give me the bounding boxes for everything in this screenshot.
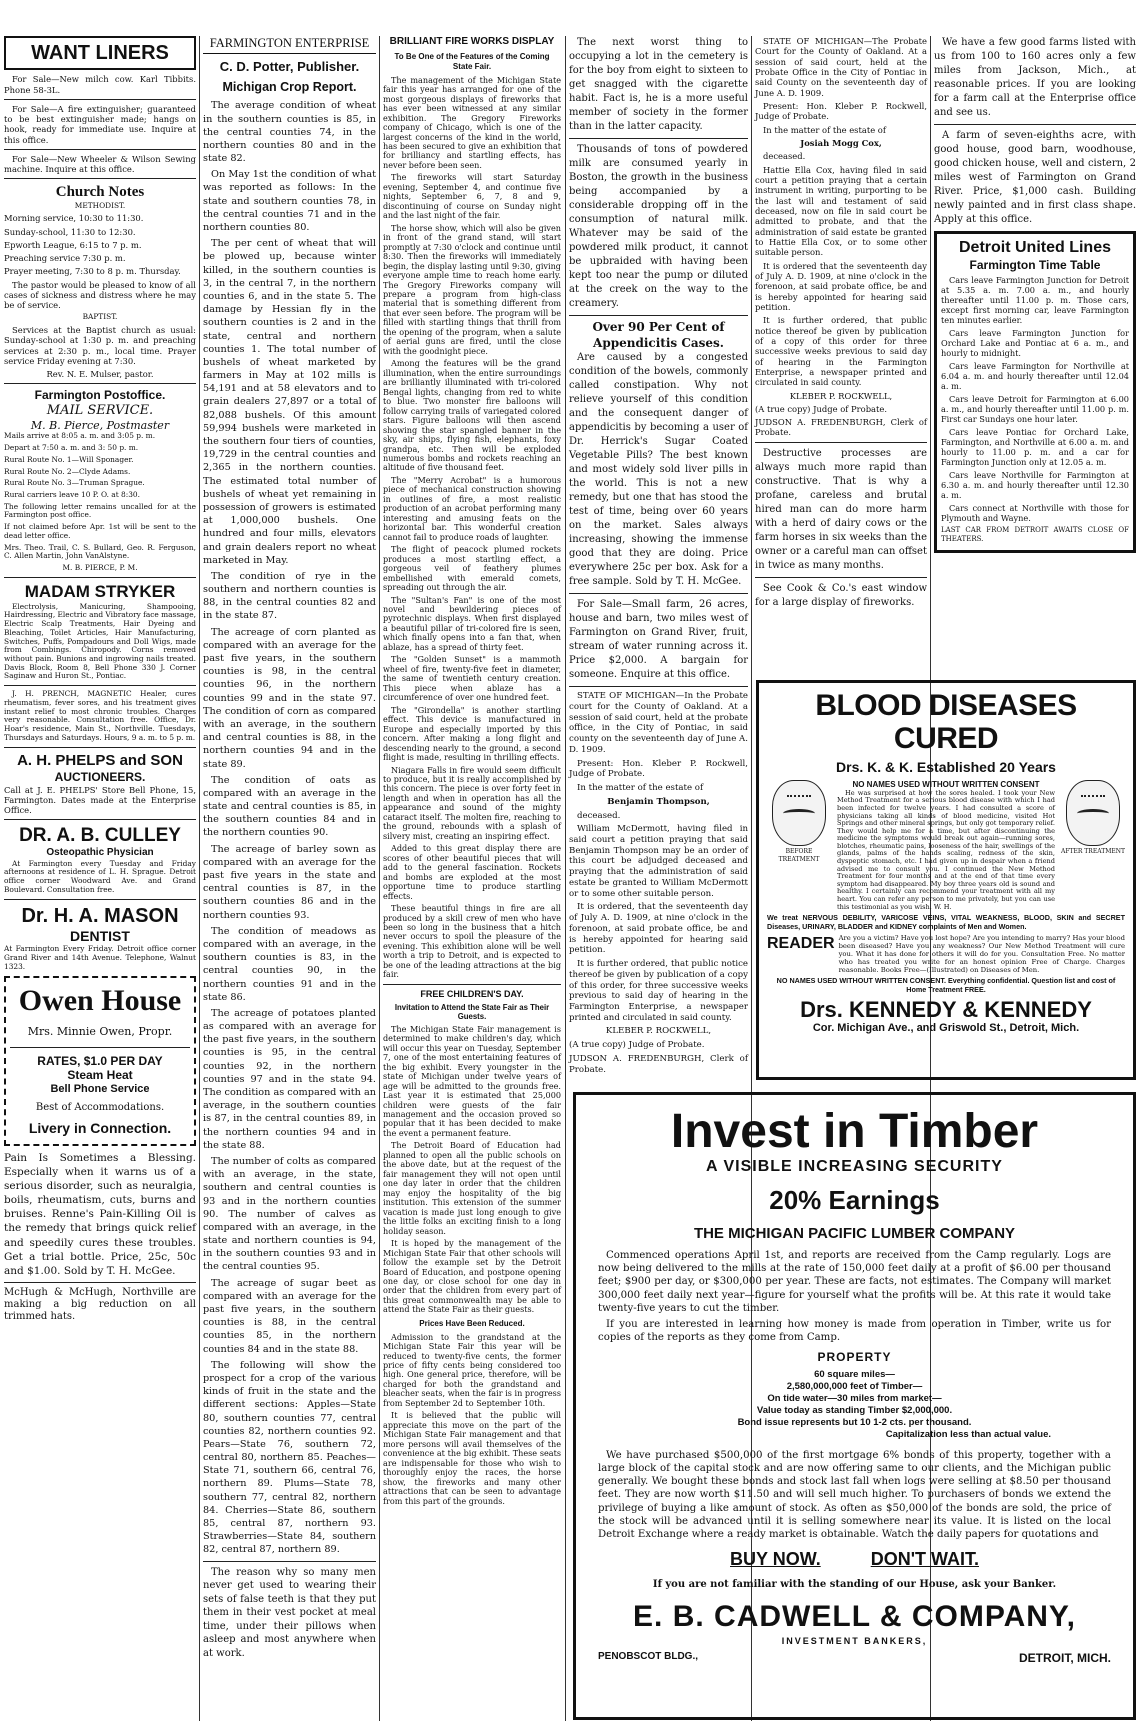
- prench-ad: J. H. PRENCH, MAGNETIC Healer, cures rheumatism, fever sores, and his treatment gives instant relief to most chronic troubles. Charges very reasonable. Consultation free. Office, Dr. Hoar's residence, Main St., Northville. Tuesdays, Thursdays and Saturdays. Hours, 9 a. m. to 5 p. m.: [4, 689, 196, 742]
- article-paragraph: On May 1st the condition of what was reported as follows: In the state and southern counties 78, in the central counties 71 and in the northern counties 80.: [203, 169, 376, 234]
- after-label: AFTER TREATMENT: [1061, 848, 1125, 856]
- article-paragraph: Niagara Falls in fire would seem difficult to produce, but it is really accomplished by this concern. The piece is over forty feet in length and when in operation has all the appearance and sound of the mighty cataract itself. The molten fire, reaching to the ground, rebounds with a splash of silvery mist, creating an inspiring effect.: [383, 764, 561, 841]
- legal-notice: It is further ordered, that public notice thereof be given by publication of a copy of this order, for three successive weeks previous to said day of hearing in the Farmington Enterprise, a newspaper printed and circulated in said county.: [569, 959, 748, 1023]
- article-paragraph: The Michigan State Fair management is determined to make children's day, which will occur this year on Tuesday, September 7, one of the most entertaining features of the big exhibit. Every youngster in the state of Michigan under twelve years of age will be admitted to the grounds free. Last year it is estimated that 25,000 children were guests of the fair management and the occasion proved so popular that it has been decided to make the event a permanent feature.: [383, 1023, 561, 1138]
- legal-notice: deceased.: [577, 810, 621, 821]
- earnings-percent: 20% Earnings: [769, 1184, 940, 1215]
- column-2: [203, 36, 376, 1663]
- owen-phone: Bell Phone Service: [50, 1082, 150, 1095]
- column-1: [4, 36, 196, 1327]
- section-label: BAPTIST.: [82, 312, 118, 322]
- timetable-line: Cars leave Detroit for Farmington at 6.00 a. m., and hourly thereafter until 11.00 p. m. First car Sundays one hour later.: [941, 394, 1129, 425]
- timetable-line: LAST CAR FROM DETROIT AWAITS CLOSE OF THEATERS.: [941, 526, 1129, 543]
- article-paragraph: The per cent of wheat that will be plowed up, because winter killed, in the southern counties is 3, in the central 7, in the northern counties 6, and in the state 5. The damage by Hessian fly in the southern counties is 2 and in the state, central and northern counties 1. The total number of bushels of wheat marketed by farmers in May at 102 mills is 54,191 and at 58 elevators and to grain dealers 27,897 or a total of 82,088 bushels. Of this amount 59,994 bushels were marketed in the southern four tiers of counties, 19,729 in the central counties and 2,365 in the northern counties. The estimated total number of bushels of wheat yet remaining in possession of growers is estimated at 1,000,000 bushels. One hundred and four mills, elevators and grain dealers report no wheat marketed in May.: [203, 238, 376, 566]
- schedule-line: Epworth League, 6:15 to 7 p. m.: [4, 239, 142, 250]
- timetable-line: Cars leave Pontiac for Orchard Lake, Farmington, and Northville at 6.00 a. m. and hourly to 11.00 p. m. and a car for Farmington Junction only at 12.05 a. m.: [941, 427, 1129, 468]
- cadwell-firm-name: E. B. CADWELL & COMPANY,: [633, 1600, 1076, 1634]
- column-3: [383, 36, 561, 1509]
- phelps-title: A. H. PHELPS and SON: [17, 751, 183, 769]
- treat-line: We treat NERVOUS DEBILITY, VARICOSE VEINS, VITAL WEAKNESS, BLOOD, SKIN and SECRET Diseases, URINARY, BLADDER and KIDNEY complaints of Men and Women.: [767, 913, 1125, 931]
- schedule-line: Prayer meeting, 7:30 to 8 p. m. Thursday.: [4, 266, 181, 277]
- article-paragraph: The acreage of barley sown as compared with an average for the past five years in the state and central counties is 87, in the southern counties 86 and in the northern counties 93.: [203, 843, 376, 921]
- mail-line: Mrs. Theo. Trail, C. S. Bullard, Geo. R. Ferguson, C. Allen Martin, John VanAlstyne.: [4, 542, 196, 561]
- no-names-line: NO NAMES USED WITHOUT WRITTEN CONSENT: [852, 780, 1040, 790]
- owen-steam: Steam Heat: [67, 1068, 133, 1083]
- column-6: [934, 36, 1136, 676]
- article-paragraph: The condition of rye in the southern and northern counties is 88, in the central counties 82 and in the state 87.: [203, 570, 376, 622]
- mail-line: If not claimed before Apr. 1st will be sent to the dead letter office.: [4, 522, 196, 540]
- article-paragraph: The flight of peacock plumed rockets produces a most startling effect, a gorgeous veil of feathery plumes embellished with emerald comets, spreading out through the air.: [383, 544, 561, 593]
- article-paragraph: The reason why so many men never get used to wearing their sets of false teeth is that they put them in their vest pocket at meal time, under their pillows when asleep and most anywhere when at work.: [203, 1566, 376, 1659]
- true-copy-line: (A true copy) Judge of Probate.: [569, 1040, 705, 1051]
- timber-title: Invest in Timber: [670, 1105, 1039, 1158]
- classified-ad: For Sale—New Wheeler & Wilson Sewing machine. Inquire at this office.: [4, 153, 196, 175]
- fireworks-subtitle: To Be One of the Features of the Coming State Fair.: [394, 52, 550, 71]
- schedule-line: Morning service, 10:30 to 11:30.: [4, 213, 144, 224]
- schedule-line: Sunday-school, 11:30 to 12:30.: [4, 226, 136, 237]
- appendicitis-ad: Are caused by a congested condition of the bowels, commonly called constipation. Why not relieve yourself of this condition and the consequent danger of appendicitis by becoming a user of Dr. Herrick's Sugar Coated Vegetable Pills? The best known and most widely sold liver pills in the world. This is not a new remedy, but one that has stood the test of time, being over 60 years on the market. Sales always increasing, showing the immense good that they are doing. Price everywhere 25c per box. Ask for a free sample. Sold by T. H. McGee.: [569, 352, 748, 588]
- schedule-line: The pastor would be pleased to know of all cases of sickness and distress where he may be of service.: [4, 279, 196, 311]
- article-paragraph: The horse show, which will also be given in front of the grand stand, will start promptly at 7:30 o'clock and continue until 8:30. Then the fireworks will immediately begin, the display lasting until 9:30, giving everyone ample time to reach home early. The Gregory Fireworks company will prepare a program from high-class material that is something different from that ever seen before. The program will be filled with startling things that thrill from the opening of the program, when a salute of aerial guns are fired, until the close with the goodnight piece.: [383, 222, 561, 356]
- reader-text: Are you a victim? Have you lost hope? Are you intending to marry? Has your blood been diseased? Have you any weakness? Our New Method Treatment will cure you. What it has done for others it will do for you. Consultation Free. No matter who has treated you write for an honest opinion Free of Charge. Charges reasonable. Books Free—(Illustrated) on Diseases of Men.: [838, 934, 1125, 975]
- estate-name: Benjamin Thompson,: [607, 796, 710, 807]
- article-paragraph: Among the features will be the grand illumination, when the entire surroundings are brilliantly illuminated with tri-colored Bengal lights, changing from red to white to blue. Two monster fire balloons will follow carrying trails of variegated colored stars. Figure balloons will then ascend showing the star spangled banner in the sky, air ships, flying fish, elephants, foxy grandpa, etc. Then will be exploded numerous bombs and rockets reaching an altitude of five thousand feet.: [383, 358, 561, 473]
- mail-line: Rural Route No. 2—Clyde Adams.: [4, 466, 131, 476]
- article-paragraph: Thousands of tons of powdered milk are consumed yearly in Boston, the growth in the business being accompanied by a considerable dropping off in the consumption of natural milk. Whatever may be said of the powdered milk product, it cannot be upbraided with having been kept too near the pump or diluted at the creek on the way to the creamery.: [569, 144, 748, 309]
- mchugh-ad: McHugh & McHugh, Northville are making a big reduction on all trimmed hats.: [4, 1287, 196, 1323]
- farm-sale-ad: For Sale—Small farm, 26 acres, house and barn, two miles west of Farmington on Grand River, fruit, stream of water running across it. Price $2,000. A bargain for someone. Enquire at this office.: [569, 599, 748, 681]
- legal-notice: Present: Hon. Kleber P. Rockwell, Judge of Probate.: [569, 758, 748, 780]
- timetable-line: Cars leave Farmington Junction for Detroit at 5.35 a. m. 7.00 a. m., and hourly thereafter until 11.00 p. m. Those cars, except first morning car, leave Farmington ten minutes earlier.: [941, 275, 1129, 326]
- fireworks-title: BRILLIANT FIRE WORKS DISPLAY: [389, 36, 555, 47]
- owen-house-title: Owen House: [18, 984, 182, 1018]
- detroit-city: DETROIT, MICH.: [1019, 1651, 1111, 1665]
- timber-company: THE MICHIGAN PACIFIC LUMBER COMPANY: [693, 1224, 1016, 1242]
- property-line: Capitalization less than actual value.: [885, 1428, 1051, 1440]
- crop-report-title: Michigan Crop Report.: [222, 80, 357, 95]
- farm-ad: A farm of seven-eighths acre, with good house, good barn, woodhouse, good chicken house, well and cistern, 2 miles west of Farmington on Grand River. Price, $1,000 cash. Building newly painted and in first class shape. Apply at this office.: [934, 130, 1136, 225]
- postmaster-signature: M. B. PIERCE, P. M.: [62, 563, 138, 573]
- article-paragraph: The acreage of potatoes planted as compared with an average for the past five years, in the southern counties is 95, in the central counties 92, in the northern counties 97 and in the state 94. The condition as compared with an average, in the southern counties is 87, in the central counties 89, in the northern counties 94 and in the state 88.: [203, 1007, 376, 1151]
- article-paragraph: The fireworks will start Saturday evening, September 4, and continue five nights, September 6, 7, 8 and 9, discontinuing of course on Sunday night and the last night of the fair.: [383, 172, 561, 221]
- owen-livery: Livery in Connection.: [28, 1120, 172, 1137]
- clerk-line: JUDSON A. FREDENBURGH, Clerk of Probate.: [755, 417, 927, 438]
- timber-paragraph: If you are interested in learning how money is made from operation in Timber, write us for copies of the reports as they come from Camp.: [598, 1319, 1111, 1344]
- blood-ad-title: BLOOD DISEASES CURED: [815, 689, 1077, 755]
- dont-wait-text: DON'T WAIT.: [870, 1549, 979, 1570]
- property-line: On tide water—30 miles from market—: [767, 1393, 942, 1405]
- pain-ad: Pain Is Sometimes a Blessing. Especially when it warns us of a serious disorder, such as neuralgia, boils, rheumatism, cuts, burns and bruises. Renne's Pain-Killing Oil is the remedy that brings quick relief and speedily cures these troubles. Get a trial bottle. Price, 25c, 50c and $1.00. Sold by T. H. McGee.: [4, 1151, 196, 1277]
- article-paragraph: The number of colts as compared with an average, in the state, southern and central counties is 93 and in the northern counties 90. The number of calves as compared with an average, in the state and northern counties is 94, in the southern counties 93 and in the central counties 95.: [203, 1155, 376, 1273]
- mason-subtitle: DENTIST: [70, 927, 130, 944]
- column-rule: [199, 36, 200, 1721]
- want-liners-title: WANT LINERS: [31, 42, 169, 64]
- legal-notice: It is ordered that the seventeenth day of July A. D. 1909, at nine o'clock in the forenoon, at said probate office, be and is hereby appointed for hearing said petition.: [755, 260, 927, 312]
- article-paragraph: The "Merry Acrobat" is a humorous piece of mechanical construction showing in outlines of fire, a most realistic production of an acrobat performing many interesting and amusing feats on the horizontal bar. This wonderful creation cannot fail to produce roads of laughter.: [383, 474, 561, 542]
- article-paragraph: The next worst thing to occupying a lot in the cemetery is for the boy from eight to sixteen to get snagged with the cigarette habit. Fact is, he is a more useful member of society in the former than in the latter capacity.: [569, 37, 748, 132]
- column-4: [569, 36, 748, 1075]
- article-paragraph: The acreage of sugar beet as compared with an average for the past five years, in the southern counties is 88, in the central counties 85, in the northern counties 84 and in the state 88.: [203, 1277, 376, 1355]
- article-paragraph: The average condition of wheat in the southern counties is 85, in the central counties 74, in the northern counties 80 and in the state 82.: [203, 100, 376, 165]
- mail-line: Rural Route No. 1—Will Sponager.: [4, 454, 134, 464]
- prices-title: Prices Have Been Reduced.: [419, 1318, 525, 1328]
- mail-line: Depart at 7:50 a. m. and 3: 50 p. m.: [4, 443, 139, 453]
- buy-now-text: BUY NOW.: [730, 1549, 821, 1570]
- postoffice-title: Farmington Postoffice.: [34, 388, 166, 403]
- timetable-line: Cars leave Farmington Junction for Orchard Lake and Pontiac at 6 a. m., and hourly to midnight.: [941, 328, 1129, 359]
- article-paragraph: It is believed that the public will appreciate this move on the part of the Michigan State Fair management and that more persons will avail themselves of the convenience at the big exhibit. These seats are indispensable for those who wish to thoroughly enjoy the races, the horse show, the fireworks and many other attractions that can be seen to advantage from this part of the grounds.: [383, 1410, 561, 1506]
- article-paragraph: Added to this great display there are scores of other beautiful pieces that will add to the general fascination. Rockets and bombs are exploded at the most opportune time to produce startling effects.: [383, 843, 561, 901]
- postmaster-line: M. B. Pierce, Postmaster: [30, 418, 170, 432]
- schedule-line: Preaching service 7:30 p. m.: [4, 253, 126, 264]
- mail-line: The following letter remains uncalled for at the Farmington post office.: [4, 501, 196, 520]
- owen-house-ad: [4, 976, 196, 1145]
- column-5: [755, 36, 927, 636]
- article-paragraph: The condition of oats as compared with an average in the state and central counties is 85, in the southern counties 84 and in the northern counties 90.: [203, 774, 376, 839]
- article-paragraph: The condition of meadows as compared with an average, in the southern counties is 83, in the central counties 90, in the northern counties 91 and in the state 86.: [203, 925, 376, 1003]
- article-paragraph: The "Golden Sunset" is a mammoth wheel of fire, twenty-five feet in diameter, the same of twentieth century creation. This piece when ablaze has a circumference of over one hundred feet.: [383, 654, 561, 703]
- legal-notice: In the matter of the estate of: [763, 124, 886, 135]
- mail-line: Mails arrive at 8:05 a. m. and 3:05 p. m.: [4, 431, 156, 441]
- masthead: FARMINGTON ENTERPRISE: [203, 36, 376, 54]
- farms-ad: We have a few good farms listed with us from 100 to 160 acres only a few miles from Jackson, Mich., at reasonable prices. If you are looking for a farm call at the Enterprise office and see us.: [934, 37, 1136, 118]
- legal-notice: Hattie Ella Cox, having filed in said court a petition praying that a certain instrument in writing, purporting to be the last will and testament of said deceased, now on file in said court be admitted to probate, and that the administration of said estate be granted to Hattie Ella Cox, or to some other suitable person.: [755, 164, 927, 258]
- culley-ad: At Farmington every Tuesday and Friday afternoons at residence of L. H. Sprague. Detroit office corner Woodward Ave. and Grand Boulevard. Consultation free.: [4, 858, 196, 894]
- investment-bankers: INVESTMENT BANKERS,: [781, 1636, 928, 1647]
- legal-notice: In the matter of the estate of: [577, 783, 704, 794]
- property-line: 2,580,000,000 feet of Timber—: [786, 1381, 923, 1393]
- true-copy-line: (A true copy) Judge of Probate.: [755, 403, 888, 414]
- timetable-line: Cars leave Farmington for Northville at 6.04 a. m. and hourly thereafter until 12.04 a. m.: [941, 361, 1129, 392]
- penobscot-bldg: PENOBSCOT BLDG.,: [598, 1651, 699, 1662]
- estate-name: Josiah Mogg Cox,: [800, 137, 882, 148]
- childrens-day-subtitle: Invitation to Attend the State Fair as Their Guests.: [394, 1002, 550, 1022]
- mason-ad: At Farmington Every Friday. Detroit office corner Grand River and 14th Avenue. Telephone, Walnut 1323.: [4, 944, 196, 971]
- appendicitis-title: Over 90 Per Cent of Appendicitis Cases.: [592, 320, 725, 350]
- kennedy-address: Cor. Michigan Ave., and Griswold St., Detroit, Mich.: [812, 1022, 1080, 1035]
- article-paragraph: The following will show the prospect for a crop of the various kinds of fruit in the state and the different sections: Apples—State 80, southern counties 77, central counties 82, northern counties 92. Pears—State 76, southern 72, central 80, northern 85. Peaches—State 71, southern 66, central 76, northern 89. Plums—State 78, southern 77, central 82, northern 84. Cherries—State 86, southern 85, central 87, northern 93. Strawberries—State 84, southern 82, central 87, northern 89.: [203, 1359, 376, 1556]
- legal-notice: STATE OF MICHIGAN—In the Probate court for the County of Oakland. At a session of said court, held at the probate office, in the City of Pontiac, in said county on the seventeenth day of June A. D. 1909.: [569, 691, 748, 755]
- owen-rates: RATES, $1.0 PER DAY: [37, 1053, 163, 1068]
- property-line: Value today as standing Timber $2,000,000.: [756, 1404, 953, 1416]
- judge-signature: KLEBER P. ROCKWELL,: [789, 390, 893, 401]
- culley-subtitle: Osteopathic Physician: [46, 847, 154, 859]
- blood-diseases-ad: [756, 680, 1136, 1080]
- owen-best: Best of Accommodations.: [35, 1102, 165, 1114]
- stryker-ad: Electrolysis, Manicuring, Shampooing, Hairdressing, Electric and Vibratory face massage, Electric Scalp Treatments, Hair Dyeing and Bleaching, Toilet Articles, Hair Manufacturing, Switches, Puffs, Pompadours and Doll Wigs, made from Combings. Chiropody. Corns removed without pain. Bunions and ingrowing nails treated. Davis Block, Room 8, Bell Phone 330 J. Corner Saginaw and Huron St., Pontiac.: [4, 601, 196, 681]
- legal-notice: It is further ordered, that public notice thereof be given by publication of a copy of this order for three successive weeks previous to said day of hearing in the Farmington Enterprise, a newspaper printed and circulated in said county.: [755, 315, 927, 388]
- phelps-subtitle: AUCTIONEERS.: [54, 769, 146, 784]
- column-rule: [379, 36, 380, 1721]
- classified-ad: For Sale—A fire extinguisher; guaranteed to be best extinguisher made; hangs on hook, ready for immediate use. Inquire at this office.: [4, 103, 196, 145]
- mail-service-title: MAIL SERVICE.: [46, 403, 154, 419]
- legal-notice: STATE OF MICHIGAN—The Probate Court for the County of Oakland. At a session of said court, held at the Probate Office in the City of Pontiac in said County on the seventeenth day of June A. D. 1909.: [755, 36, 927, 98]
- article-paragraph: It is hoped by the management of the Michigan State Fair that other schools will follow the example set by the Detroit Board of Education, and postpone opening one day, or close school for one day in order that the children from every part of this great commonwealth may be able to attend the State Fair as their guests.: [383, 1238, 561, 1315]
- section-label: METHODIST.: [74, 200, 126, 210]
- dul-title: Detroit United Lines: [958, 239, 1111, 256]
- article-paragraph: The Detroit Board of Education had planned to open all the public schools on the above date, but at the request of the fair management they will not open until one day later in order that the children may enjoy the hospitality of the big institution. This extension of the summer vacation is made just long enough to give the little folks an exciting finish to a long holiday season.: [383, 1140, 561, 1236]
- phelps-ad: Call at J. E. PHELPS' Store Bell Phone, 15, Farmington. Dates made at the Enterprise Office.: [4, 784, 196, 816]
- legal-notice: William McDermott, having filed in said court a petition praying that said Benjamin Thompson may be an order of this court be adjudged deceased and praying that the administration of said estate be granted to William McDermott or to some other suitable person.: [569, 824, 748, 899]
- classified-ad: For Sale—New milch cow. Karl Tibbits. Phone 58-3L.: [4, 74, 196, 95]
- banker-line: If you are not familiar with the standing of our House, ask your Banker.: [652, 1579, 1057, 1591]
- no-names-line: NO NAMES USED WITHOUT WRITTEN CONSENT. Everything confidential. Question list and cost of Home Treatment FREE.: [776, 976, 1116, 995]
- property-line: Bond issue represents but 10 1-2 cts. per thousand.: [737, 1416, 972, 1428]
- after-portrait-icon: [1066, 780, 1120, 846]
- culley-title: DR. A. B. CULLEY: [19, 825, 181, 847]
- dul-subtitle: Farmington Time Table: [969, 257, 1101, 272]
- before-portrait-icon: [772, 780, 826, 846]
- article-paragraph: The "Girondella" is another startling effect. This device is manufactured in Europe and especially imported by this concern. After making a long flight and descending nearly to the ground, a second flight is made, resulting in thrilling effects.: [383, 704, 561, 763]
- mail-line: Rural carriers leave 10 P. O. at 8:30.: [4, 489, 140, 499]
- timetable-line: Cars connect at Northville with those for Plymouth and Wayne.: [941, 503, 1129, 524]
- timber-paragraph: We have purchased $500,000 of the first mortgage 6% bonds of this property, together with a large block of the capital stock and are now offering same to our clients, and the Michigan public generally. We bought these bonds and stock last fall when logs were selling at $8.50 per thousand feet. They are now worth $11.50 and will sell much higher. To purchasers of bonds we extend the privilege of buying a like amount of stock. As often as $50,000 of the bonds are sold, the price of the stock will be advanced until it is selling somewhere near its value. It is listed on the local Detroit Exchange where a ready market is obtainable. Watch the daily papers for quotations and: [598, 1449, 1111, 1541]
- blood-ad-subtitle: Drs. K. & K. Established 20 Years: [836, 759, 1056, 775]
- pastor-name: Rev. N. E. Mulser, pastor.: [46, 369, 154, 380]
- article-paragraph: These beautiful things in fire are all produced by a skill crew of men who have been so long in the business that a hitch never occurs to spoil the pleasure of the evening. This exhibition alone will be well worth a trip to Detroit, and is expected to be one of the leading attractions at the big fair.: [383, 903, 561, 980]
- article-paragraph: Admission to the grandstand at the Michigan State Fair this year will be reduced to twenty-five cents, the former price of fifty cents being considered too high. One general price, therefore, will be charged for both the grandstand and bleacher seats, when the fair is in progress from September 2d to September 10th.: [383, 1331, 561, 1408]
- column-rule: [565, 36, 566, 1721]
- timber-paragraph: Commenced operations April 1st, and reports are received from the Camp regularly. Logs are now being delivered to the mills at the rate of 150,000 feet daily at a profit of $6.00 per thousand feet; $900 per day, or $300,000 per year. These are facts, not estimates. The Company will market 300,000 feet daily next year—figure for yourself what the profits will be. At this rate it would take twenty-five years to cut the timber.: [598, 1249, 1111, 1314]
- detroit-united-lines-box: [934, 231, 1136, 553]
- owen-proprietor: Mrs. Minnie Owen, Propr.: [27, 1025, 173, 1039]
- timetable-line: Cars leave Northville for Farmington at 6.30 a. m. and hourly thereafter until 12.30 a. m.: [941, 470, 1129, 501]
- baptist-notice: Services at the Baptist church as usual: Sunday-school at 1:30 p. m. and preaching services at 2:30 p. m., local time. Prayer service Friday evening at 7:30.: [4, 325, 196, 366]
- church-notes-title: Church Notes: [55, 184, 145, 201]
- article-paragraph: The management of the Michigan State fair this year has arranged for one of the most gorgeous displays of fireworks that has ever been witnessed at any similar exhibition. The Gregory Fireworks company of Chicago, which is one of the largest concerns of the kind in the world, has been secured to give an exhibition that for brilliancy and startling effects, has never before been seen.: [383, 74, 561, 170]
- article-paragraph: Destructive processes are always much more rapid than constructive. That is why a profane, careless and brutal hired man can do more harm with a herd of dairy cows or the farm horses in six weeks than the owner or a careful man can offset in twice as many months.: [755, 447, 927, 571]
- publisher: C. D. Potter, Publisher.: [219, 59, 360, 75]
- childrens-day-title: FREE CHILDREN'S DAY.: [420, 988, 524, 999]
- mason-title: Dr. H. A. MASON: [21, 904, 179, 927]
- timber-ad: [573, 1092, 1136, 1720]
- want-liners-header: [4, 36, 196, 70]
- timber-subtitle: A VISIBLE INCREASING SECURITY: [706, 1158, 1003, 1176]
- clerk-line: JUDSON A. FREDENBURGH, Clerk of Probate.: [569, 1053, 748, 1075]
- stryker-title: MADAM STRYKER: [24, 581, 176, 601]
- mail-line: Rural Route No. 3—Truman Sprague.: [4, 478, 145, 488]
- property-line: 60 square miles—: [814, 1369, 895, 1381]
- before-label: BEFORE TREATMENT: [778, 848, 820, 863]
- property-title: PROPERTY: [817, 1349, 892, 1364]
- legal-notice: deceased.: [763, 151, 806, 162]
- legal-notice: Present: Hon. Kleber P. Rockwell, Judge of Probate.: [755, 100, 927, 122]
- reader-label: READER: [767, 935, 835, 953]
- judge-signature: KLEBER P. ROCKWELL,: [605, 1026, 712, 1037]
- testimonial: He was surprised at how the sores healed. I took your New Method Treatment for a serious blood disease with which I had been infected for twelve years. I had consulted a score of physicians taking all kinds of blood medicine, visited Hot Springs and other mineral springs, but only got temporary relief. They would help me for a time, but after discontinuing the medicine the symptoms would break out again—running sores, blotches, rheumatic pains, looseness of the hair, swellings of the glands, palms of the hands scaling, redness of the skin, dyspeptic stomach, etc. I had given up in despair when a friend advised me to consult you. I continued the New Method Treatment for four months and at the end of that time every symptom had disappeared. My boy three years old is sound and healthy. I certainly can recommend your treatment with all my heart. You can refer any person to me privately, but you can use this testimonial as you wish. W. H.: [837, 788, 1055, 911]
- cook-ad: See Cook & Co.'s east window for a large display of fireworks.: [755, 582, 927, 608]
- kennedy-firm-name: Drs. KENNEDY & KENNEDY: [800, 997, 1092, 1022]
- legal-notice: It is ordered, that the seventeenth day of July A. D. 1909, at nine o'clock in the forenoon, at said probate office, be and is hereby appointed for hearing said petition.: [569, 902, 748, 956]
- article-paragraph: The "Sultan's Fan" is one of the most novel and bewildering pieces of pyrotechnic displays. When first displayed a beautiful pillar of tri-colored fire is seen, which finally opens into a fan that, when ablaze, has a spread of thirty feet.: [383, 594, 561, 652]
- article-paragraph: The acreage of corn planted as compared with an average for the past five years, in the southern counties is 98, in the central counties 96, in the northern counties 99 and in the state 97. The condition of corn as compared with an average, in the southern and central counties is 88, in the northern counties 94 and in the state 89.: [203, 626, 376, 770]
